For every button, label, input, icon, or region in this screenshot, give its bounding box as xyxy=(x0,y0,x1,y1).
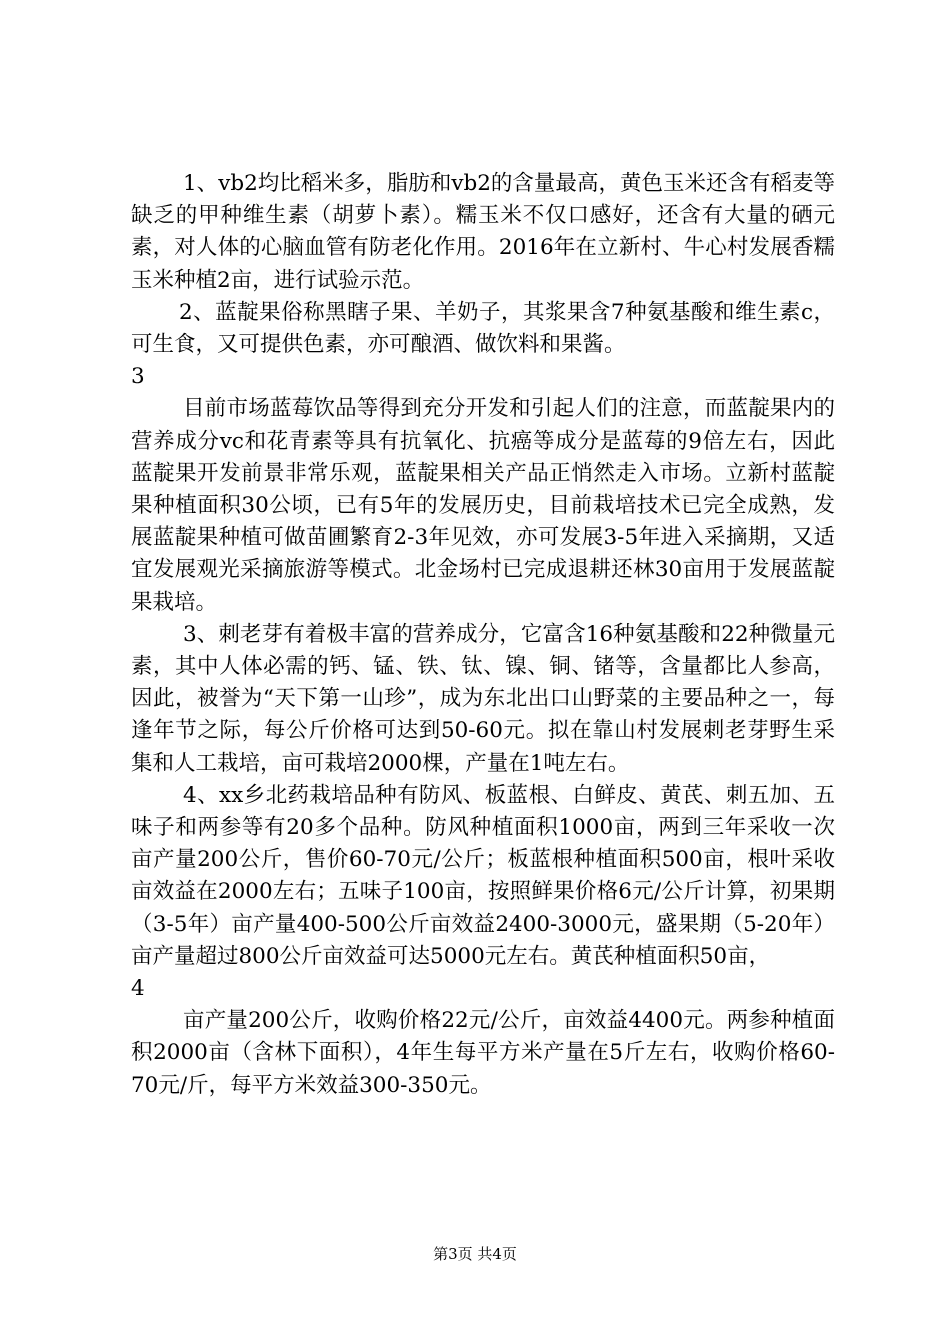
page-marker: 4 xyxy=(131,976,145,1002)
paragraph-herbal-yield: 亩产量200公斤，收购价格22元/公斤，亩效益4400元。两参种植面积2000亩（含林下面积），4年生每平方米产量在5斤左右，收购价格60-70元/斤，每平方米效益300-350元。 xyxy=(131,1008,835,1098)
page-footer: 第3页 共4页 xyxy=(433,1245,517,1263)
page-marker: 3 xyxy=(131,364,145,390)
paragraph-corn: 1、vb2均比稻米多，脂肪和vb2的含量最高，黄色玉米还含有稻麦等缺乏的甲种维生素（胡萝卜素）。糯玉米不仅口感好，还含有大量的硒元素，对人体的心脑血管有防老化作用。2016年在立新村、牛心村发展香糯玉米种植2亩，进行试验示范。 xyxy=(131,171,835,293)
document-body xyxy=(131,168,835,1102)
paragraph-aralia-sprouts: 3、刺老芽有着极丰富的营养成分，它富含16种氨基酸和22种微量元素，其中人体必需的钙、锰、铁、钛、镍、铜、锗等，含量都比人参高，因此，被誉为“天下第一山珍”，成为东北出口山野菜的主要品种之一，每逢年节之际，每公斤价格可达到50-60元。拟在靠山村发展刺老芽野生采集和人工栽培，亩可栽培2000棵，产量在1吨左右。 xyxy=(131,621,835,776)
paragraph-blue-honeysuckle: 2、蓝靛果俗称黑瞎子果、羊奶子，其浆果含7种氨基酸和维生素c，可生食，又可提供色素，亦可酿酒、做饮料和果酱。 xyxy=(131,299,835,358)
paragraph-herbal-medicine: 4、xx乡北药栽培品种有防风、板蓝根、白鲜皮、黄芪、刺五加、五味子和两参等有20多个品种。防风种植面积1000亩，两到三年采收一次亩产量200公斤，售价60-70元/公斤；板蓝根种植面积500亩，根叶采收亩效益在2000左右；五味子100亩，按照鲜果价格6元/公斤计算，初果期（3-5年）亩产量400-500公斤亩效益2400-3000元，盛果期（5-20年）亩产量超过800公斤亩效益可达5000元左右。黄芪种植面积50亩， xyxy=(131,782,835,969)
paragraph-blue-honeysuckle-market: 目前市场蓝莓饮品等得到充分开发和引起人们的注意，而蓝靛果内的营养成分vc和花青素等具有抗氧化、抗癌等成分是蓝莓的9倍左右，因此蓝靛果开发前景非常乐观，蓝靛果相关产品正悄然走入市场。立新村蓝靛果种植面积30公顷，已有5年的发展历史，目前栽培技术已完全成熟，发展蓝靛果种植可做苗圃繁育2-3年见效，亦可发展3-5年进入采摘期，又适宜发展观光采摘旅游等模式。北金场村已完成退耕还林30亩用于发展蓝靛果栽培。 xyxy=(131,396,835,615)
